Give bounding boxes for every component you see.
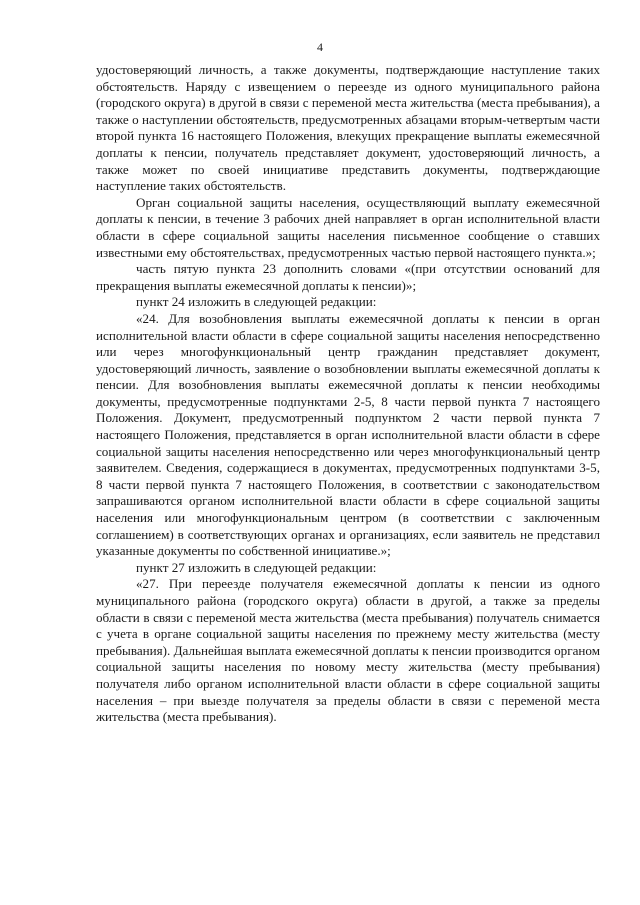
paragraph-point-24-text: «24. Для возобновления выплаты ежемесячной доплаты к пенсии в орган исполнительной власти области в сфере социальной защиты населения непосредственно или через многофункциональный центр гражданин представляет документ, удостоверяющий личность, заявление о возобновлении выплаты ежемесячной доплаты к пенсии. Для возобновления выплаты ежемесячной доплаты к пенсии необходимы документы, предусмотренные подпунктами 2-5, 8 части первой пункта 7 настоящего Положения. Документ, предусмотренный подпунктом 2 части первой пункта 7 настоящего Положения, представляется в орган исполнительной власти области в сфере социальной защиты населения непосредственно или через многофункциональный центр заявителем. Сведения, содержащиеся в документах, предусмотренных подпунктами 3-5, 8 части первой пункта 7 настоящего Положения, в соответствии с законодательством запрашиваются органом исполнительной власти области в сфере социальной защиты населения или многофункциональным центром (в соответствии с заключенным соглашением) в соответствующих органах и организациях, если заявитель не представил указанные документы по собственной инициативе.»; [96,310,600,559]
paragraph-point-24-intro: пункт 24 изложить в следующей редакции: [136,294,377,310]
page-number: 4 [317,40,323,54]
paragraph-amendment-point-23: часть пятую пункта 23 дополнить словами «(при отсутствии оснований для прекращения выплаты ежемесячной доплаты к пенсии)»; [96,261,600,293]
paragraph-continuation: удостоверяющий личность, а также документы, подтверждающие наступление таких обстоятельств. Наряду с извещением о переезде из одного муниципального района (городского округа) в другой в связи с переменой места жительства (места пребывания), а также о наступлении обстоятельств, предусмотренных абзацами вторым-четвертым части второй пункта 16 настоящего Положения, влекущих прекращение выплаты ежемесячной доплаты к пенсии, получатель представляет документ, удостоверяющий личность, а также может по своей инициативе представить документы, подтверждающие наступление таких обстоятельств. [96,62,600,194]
paragraph-point-27-intro: пункт 27 изложить в следующей редакции: [136,559,377,575]
document-body [96,62,600,726]
paragraph-point-27-text: «27. При переезде получателя ежемесячной доплаты к пенсии из одного муниципального района (городского округа) области в другой, а также за пределы области в связи с переменой места жительства (места пребывания) получатель снимается с учета в органе социальной защиты населения по прежнему месту жительства (месту пребывания). Дальнейшая выплата ежемесячной доплаты к пенсии производится органом социальной защиты населения по новому месту жительства (месту пребывания) получателя либо органом исполнительной власти области в сфере социальной защиты населения – при выезде получателя за пределы области в связи с переменой места жительства (места пребывания). [96,576,600,725]
paragraph-social-protection-notice: Орган социальной защиты населения, осуществляющий выплату ежемесячной доплаты к пенсии, в течение 3 рабочих дней направляет в орган исполнительной власти области в сфере социальной защиты населения письменное сообщение о ставших известными ему обстоятельствах, предусмотренных частью первой настоящего пункта.»; [96,194,600,260]
